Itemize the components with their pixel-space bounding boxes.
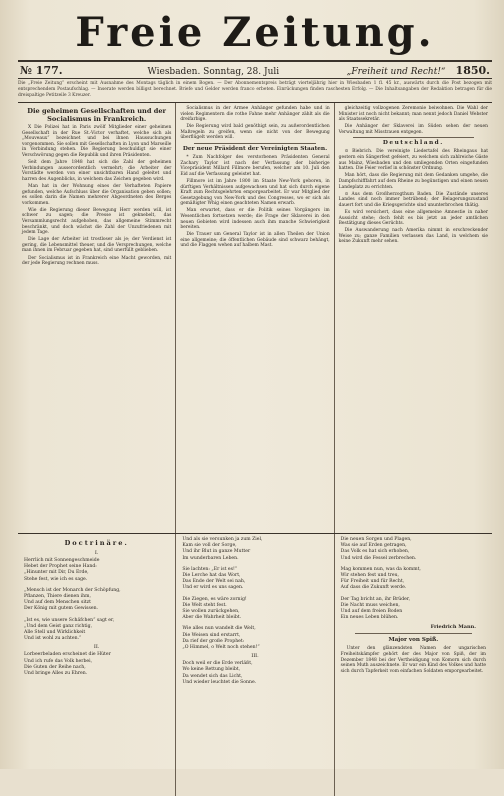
poem-line: „Mensch ist der Monarch der Schöpfung, [24,587,121,593]
poem-stanzas [341,537,486,621]
poem-line: Hebet der Prophet seine Hand: [24,564,97,570]
column-1 [18,103,176,533]
paragraph: Man erwartet, dass er die Politik seines Vorgängers im Wesentlichen fortsetzen werde; die Frage der Sklaverei in den neuen Gebieten wird indessen auch ihm manche Schwierigkeit bereiten. [180,208,330,231]
poem-column-3 [335,534,492,796]
poem-line: Pflanzen, Thiere dienen ihm, [24,594,91,600]
poem-line: „Hinunter mit Dir, Du Erde, [24,570,89,576]
issue-year: 1850. [455,64,490,77]
poem-line: Die Lerche hat das Wort, [182,573,241,579]
issue-motto: „Freiheit und Recht!“ [346,67,446,77]
divider [353,137,474,138]
poem-line: Wie alles nun wandelt die Welt, [182,626,256,632]
poem-stanzas [182,537,327,651]
poem-line: Die Welt steht fest. [182,602,227,608]
column-3 [335,103,492,533]
poem-line: Sie wollen zurückgehen, [182,609,240,615]
poem-line: „O Himmel, o Welt noch stehen!“ [182,645,260,651]
feuilleton [18,534,492,796]
feuilleton-heading: Major von Spiß. [388,637,439,644]
poem-line: Da wendet sich das Licht, [182,673,243,679]
poem-column-1 [18,534,176,796]
poem-line: Im wunderbaren Leben. [182,555,239,561]
poem-line: Der Tag bricht an, ihr Brüder, [340,596,411,602]
poem-line: Ein neues Leben blühen. [340,615,399,621]
poem-stanzas [24,652,169,677]
poem-line: Was sie auf Erden getragen, [340,543,407,549]
poem-title: Doctrinäre. [64,539,129,547]
paragraph: Fillmore ist im Jahre 1800 im Staate New-York geboren, in dürftigen Verhältnissen aufgewachsen und hat sich durch eigene Kraft zum Rechtsgelehrten emporgearbeitet. Er war Mitglied der Gesetzgebung von New-York und des Congresses, wo er sich als gemäßigter Whig einen geachteten Namen erwarb. [180,178,330,207]
poem-line: „Und dem Geist ganz richtig, [24,623,93,629]
poem-line: Und als sie versunken ja zum Ziel, [182,537,263,542]
poem-line: Alle Stell und Wirklichkeit [24,630,86,636]
poem-part-label: III. [251,653,259,660]
paragraph: Der Socialismus ist in Frankreich eine Macht geworden, mit der jede Regierung rechnen muss. [22,255,172,267]
poem-part-label: II. [93,644,100,651]
article-heading: Die geheimen Gesellschaften und der Socialismus in Frankreich. [27,107,167,123]
poem-signature: Friedrich Mann. [430,624,476,631]
poem-line: Die Guten der Reihe nach, [24,664,86,670]
poem-column-2 [176,534,334,796]
poem-line: Und auf dem freien Boden [340,609,403,615]
dateline [18,60,492,79]
paragraph: Es wird versichert, dass eine allgemeine Amnestie in naher Aussicht stehe; doch fehlt es bis jetzt an jeder amtlichen Bestätigung dieses Gerüchts. [338,209,488,227]
paragraph: Socialismus in der Armee Anhänger gefunden habe und in vielen Regimentern die rothe Fahne mehr Anhänger zählt als die dreifarbige. [180,106,330,123]
issue-number: № 177. [20,64,63,77]
issue-place-date: Wiesbaden. Sonntag, 28. Juli [147,67,280,77]
article-heading: Der neue Präsident der Vereinigten Staaten. [182,146,328,153]
paragraph: Die Lage der Arbeiter ist trostloser als je; der Verdienst ist gering, die Lebensmittel theuer, und die Versprechungen, welche man ihnen im Februar gegeben hat, sind unerfüllt geblieben. [22,237,172,254]
section-heading: Deutschland. [382,140,444,147]
poem-line: Kam sie voll der Sorge, [182,543,237,549]
poem-line: Und wieder leuchtet die Sonne. [182,679,257,685]
paragraph: Wie die Regierung dieser Bewegung Herr werden will, ist schwer zu sagen; die Presse ist geknebelt, das Versammlungsrecht aufgehoben, das allgemeine Stimmrecht beschränkt, und doch wächst die Zahl der Unzufriedenen mit jedem Tage. [22,207,172,236]
poem-line: Die Nacht muss weichen, [340,602,400,608]
poem-line: Wir stehen fest und treu, [340,573,400,579]
poem-line: Doch weil er die Erde verläßt, [182,661,253,667]
subscription-notice: Die „Freie Zeitung“ erscheint mit Ausnahme des Montags täglich in einem Bogen. — Der Abonnementspreis beträgt vierteljährig hier in Wiesbaden 1 fl. 45 kr., auswärts durch die Post bezogen mit entsprechendem Postaufschlag. — Inserate werden billigst berechnet. Briefe und Gelder werden franco erbeten. Einrückungen finden raschesten Erfolg. — Die Inhaltsangaben der Redaktion betragen für die dreispaltige Petitzeile 3 Kreuzer. [18,79,492,103]
paragraph: Man hat in der Wohnung eines der Verhafteten Papiere gefunden, welche Aufschluss über die Organisation geben sollen; es sollen darin die Namen mehrerer Abgeordneten des Berges vorkommen. [22,183,172,206]
poem-line: Die neuen Sorgen und Plagen, [340,537,412,542]
paragraph: Die Anhänger der Sklaverei im Süden sehen der neuen Verwaltung mit Misstrauen entgegen. [338,124,488,135]
poem-line: Da rief der große Prophet: [182,638,245,644]
poem-line: Für Freiheit und für Recht, [340,579,405,585]
paragraph: ⊙ Aus dem Großherzogthum Baden. Die Zustände unseres Landes sind noch immer betrübend; der Belagerungszustand dauert fort und die Kriegsgerichte sind ununterbrochen thätig. [338,191,488,208]
poem-line: Und auf dem Menschen sitzt [24,600,91,606]
poem-stanzas [182,661,327,686]
column-2 [176,103,334,533]
poem-line: Aber die Wahrheit bleibt. [182,615,242,621]
paragraph: ⊙ Biebrich. Die vereinigte Liedertafel des Rheingaus hat gestern ein Sängerfest gefeiert, zu welchem sich zahlreiche Gäste aus Mainz, Wiesbaden und den umliegenden Orten eingefunden hatten. Die Feier verlief in schönster Ordnung. [338,149,488,172]
poem-line: Herrlich mit Sonnengeschmeide [24,558,100,563]
poem-part-label: I. [94,550,99,556]
poem-line: Und bringe Alles zu Ehren. [24,671,88,677]
paragraph: Man hört, dass die Regierung mit dem Gedanken umgehe, die Dampfschifffahrt auf dem Rheine zu begünstigen und einen neuen Landeplatz zu errichten. [338,173,488,190]
poem-line: Und ich rufe das Volk herbei, [24,658,93,664]
paragraph: Seit dem Jahre 1848 hat sich die Zahl der geheimen Verbindungen ausserordentlich vermehrt; die Arbeiter der Vorstädte werden von einer unsichtbaren Hand geleitet und harren des Augenblicks, in welchem das Zeichen gegeben wird. [22,160,172,182]
article-columns [18,103,492,534]
poem-line: Und ist wohl zu achten.“ [24,636,82,642]
poem-line: Sie lachten: „Er ist es!“ [182,566,238,572]
poem-line: Und wird die Fessel zerbrechen. [340,555,417,561]
poem-line: Und er wird es uns sagen. [182,585,244,591]
poem-line: Das Ende der Welt sei nah, [182,579,246,585]
feuilleton-text: Unter den glänzendsten Namen der ungarischen Freiheitskämpfer gehört der des Major von Spiß, der im Dezember 1848 bei der Vertheidigung von Komorn sich durch seinen Muth auszeichnete. Er war ein Kind des Volkes und hatte sich durch Tapferkeit vom einfachen Soldaten emporgearbeitet. [340,646,486,674]
poem-line: „Ist es, wie unsere Schäfchen“ sagt er, [24,617,115,623]
paragraph: X Die Polizei hat in Paris zwölf Mitglieder einer geheimen Gesellschaft in der Rue St.-Victor verhaftet, welche sich als „Mouveaux“ bezeichnet und bei ihnen Haussuchungen vorgenommen. Sie sollen mit Gesellschaften in Lyon und Marseille in Verbindung stehen. Die Regierung beschuldigt sie einer Verschwörung gegen die Republik und ihren Präsidenten. [22,125,172,158]
paragraph: * Zum Nachfolger des verstorbenen Präsidenten General Zachary Taylor ist nach der Verfassung der bisherige Vicepräsident Millard Fillmore berufen, welcher am 10. Juli den Eid auf die Verfassung geleistet hat. [180,155,330,177]
poem-line: Lorbeerbeladen erscheinet die Hüter [24,652,111,658]
poem-line: Mag kommen nun, was da kommt, [340,566,421,572]
divider [355,633,472,634]
poem-line: Der König mit gutem Gewissen. [24,606,99,612]
poem-line: Auf dass die Zukunft werde. [340,585,407,591]
masthead: Freie Zeitung. [75,9,435,56]
poem-stanzas [24,558,169,642]
poem-line: Die Ziegen, es wäre zornig! [182,596,247,602]
poem-line: Wo keine Rettung bleibt, [182,667,241,673]
paragraph: Die Trauer um General Taylor ist in allen Theilen der Union eine allgemeine; die öffentlichen Gebäude sind schwarz behängt, und die Flaggen wehen auf halbem Mast. [180,232,330,249]
poem-line: Das Volk es hat sich erhoben, [340,549,410,555]
divider [194,143,315,144]
poem-line: Stehe fest, wie ich es sage. [24,576,88,582]
paragraph: gleichzeitig vollzogenen Zeremonie beiwohnen. Die Wahl der Minister ist noch nicht bekannt; man nennt jedoch Daniel Webster als Staatssekretär. [338,106,488,123]
paragraph: Die Regierung wird bald genöthigt sein, zu außerordentlichen Maßregeln zu greifen, wenn sie nicht von der Bewegung überflügelt werden will. [180,124,330,141]
poem-line: Die Weisen sind erstarrt, [182,632,241,638]
poem-line: Und ihr Blut in ganze Mutter [182,549,251,555]
paragraph: Die Auswanderung nach Amerika nimmt in erschreckender Weise zu; ganze Familien verlassen das Land, in welchem sie keine Zukunft mehr sehen. [338,228,488,245]
